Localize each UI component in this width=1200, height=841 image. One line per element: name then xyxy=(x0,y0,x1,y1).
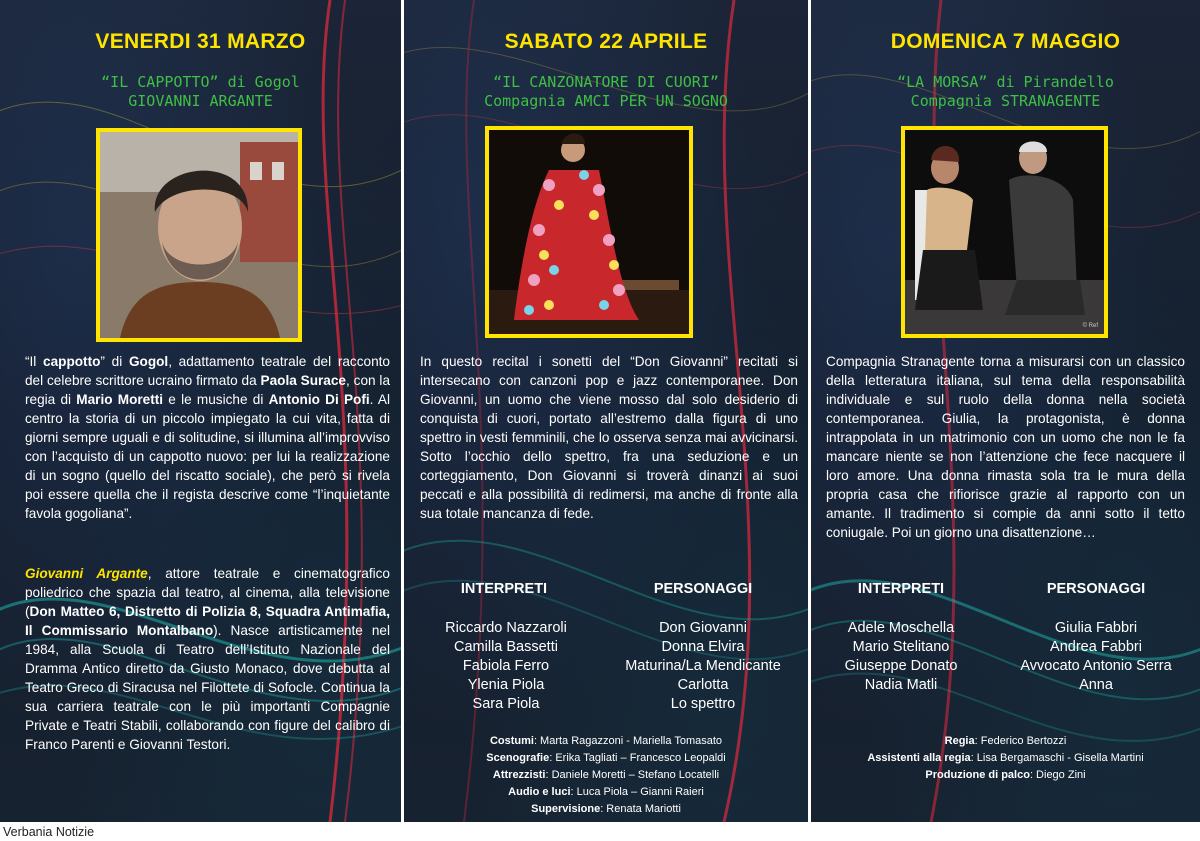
company-name: Compagnia STRANAGENTE xyxy=(910,92,1101,110)
interpreti-list xyxy=(821,619,981,695)
credit-line: Produzione di palco: Diego Zini xyxy=(925,769,1086,781)
event-panel-3 xyxy=(811,0,1200,822)
credit-line: Assistenti alla regia: Lisa Bergamaschi - Gisella Martini xyxy=(867,752,1144,764)
event-panel-1 xyxy=(0,0,401,822)
personaggio-item: Giulia Fabbri xyxy=(1054,620,1138,636)
interprete-item: Camilla Bassetti xyxy=(454,639,558,655)
show-title: “IL CAPPOTTO” di Gogol xyxy=(101,73,300,91)
interprete-item: Adele Moschella xyxy=(847,620,955,636)
interprete-item: Sara Piola xyxy=(472,696,540,712)
description-paragraph: Compagnia Stranagente torna a misurarsi con un classico della letteratura italiana, sul tema della responsabilità individuale e sul ruolo della donna nella società contemporanea. Giulia, la protagonista, è donna intrappolata in un matrimonio con un uomo che non le fa mancare niente se non l’attenzione che fece nacquere il loro amore. Una donna rimasta sola tra le mura della propria casa che rifiorisce grazie al rapporto con un amante. Il tradimento si compie da anni sotto il tetto coniugale. Poi un giorno una disattenzione… xyxy=(826,354,1185,540)
event-date: VENERDI 31 MARZO xyxy=(95,30,306,53)
actor-bio-paragraph: Giovanni Argante, attore teatrale e cinematografico poliedrico che spazia dal teatro, al cinema, alla televisione (Don Matteo 6, Distretto di Polizia 8, Squadra Antimafia, Il Commissario Montalbano). Nasce artisticamente nel 1984, alla Scuola di Teatro dell’Istituto Nazionale del Dramma Antico diretto da Giusto Monaco, dove debutta al Teatro Greco di Siracusa nel Filottete di Sofocle. Continua la sua carriera teatrale con le più importanti Compagnie Private e Teatri Stabili, collaborando con figure del calibro di Franco Parenti e Giovanni Testori. xyxy=(25,566,391,752)
portrait-image xyxy=(100,132,298,338)
personaggio-item: Don Giovanni xyxy=(659,620,747,636)
interprete-item: Ylenia Piola xyxy=(467,677,545,693)
personaggio-item: Maturina/La Mendicante xyxy=(625,658,781,674)
personaggio-item: Donna Elvira xyxy=(661,639,745,655)
interprete-item: Giuseppe Donato xyxy=(844,658,958,674)
interprete-item: Nadia Matli xyxy=(864,677,938,693)
credit-line: Supervisione: Renata Mariotti xyxy=(531,803,681,815)
personaggio-item: Andrea Fabbri xyxy=(1050,639,1142,655)
description-paragraph: “Il cappotto” di Gogol, adattamento teatrale del racconto del celebre scrittore ucraino firmato da Paola Surace, con la regia di Mario Moretti e le musiche di Antonio Di Pofi. Al centro la storia di un piccolo impiegato la cui vita, fatta di giorni sempre uguali e di solitudine, si illumina all’improvviso con l’acquisto di un cappotto nuovo: per lui la realizzazione di un sogno (quello del riscatto sociale), che però si rivela poi essere quella che il regista descrive come “l’inquietante favola gogoliana”. xyxy=(25,354,391,521)
credit-line: Regia: Federico Bertozzi xyxy=(944,735,1067,747)
interpreti-list xyxy=(418,619,594,714)
source-label: Verbania Notizie xyxy=(3,825,95,839)
interprete-item: Riccardo Nazzaroli xyxy=(445,620,567,636)
personaggi-heading: PERSONAGGI xyxy=(653,581,753,597)
event-panel-2 xyxy=(404,0,808,822)
company-name: GIOVANNI ARGANTE xyxy=(128,92,273,110)
description-paragraph: In questo recital i sonetti del “Don Giovanni” recitati si intersecano con canzoni pop e jazz contemporanee. Don Giovanni, un uomo che viene mosso dal solo desiderio di conquista di cuori, portato all’estremo dalla figura di uno spettro in vesti femminili, che lo osserva senza mai avvicinarsi. Sotto l’occhio dello spettro, fra una seduzione e un corteggiamento, Don Giovanni si troverà dinanzi ai suoi peccati e alla possibilità di redimersi, ma anche di fronte alla sua totale mancanza di fede. xyxy=(420,354,798,521)
personaggi-list xyxy=(608,619,798,714)
personaggi-list xyxy=(1001,619,1191,695)
photo-credit: © Ref xyxy=(1082,323,1098,329)
show-title: “IL CANZONATORE DI CUORI” xyxy=(493,73,719,91)
personaggio-item: Lo spettro xyxy=(670,696,736,712)
personaggi-heading: PERSONAGGI xyxy=(1046,581,1146,597)
interpreti-heading: INTERPRETI xyxy=(460,581,548,597)
show-title: “LA MORSA” di Pirandello xyxy=(897,73,1114,91)
credits-block xyxy=(404,733,808,818)
credit-line: Attrezzisti: Daniele Moretti – Stefano Locatelli xyxy=(492,769,720,781)
credit-line: Scenografie: Erika Tagliati – Francesco Leopaldi xyxy=(486,752,726,764)
stage-image xyxy=(905,130,1104,334)
show-photo xyxy=(485,126,693,338)
credit-line: Costumi: Marta Ragazzoni - Mariella Tomasato xyxy=(489,735,723,747)
stage-image xyxy=(489,130,689,334)
personaggio-item: Anna xyxy=(1079,677,1113,693)
credit-line: Audio e luci: Luca Piola – Gianni Raieri xyxy=(508,786,704,798)
interpreti-heading: INTERPRETI xyxy=(857,581,945,597)
event-date: DOMENICA 7 MAGGIO xyxy=(890,30,1121,53)
company-name: Compagnia AMCI PER UN SOGNO xyxy=(484,92,728,110)
personaggio-item: Carlotta xyxy=(677,677,729,693)
event-date: SABATO 22 APRILE xyxy=(504,30,708,53)
interprete-item: Fabiola Ferro xyxy=(462,658,550,674)
interprete-item: Mario Stelitano xyxy=(852,639,950,655)
personaggio-item: Avvocato Antonio Serra xyxy=(1020,658,1172,674)
credits-block xyxy=(811,733,1200,784)
show-photo xyxy=(901,126,1108,338)
actor-photo xyxy=(96,128,302,342)
